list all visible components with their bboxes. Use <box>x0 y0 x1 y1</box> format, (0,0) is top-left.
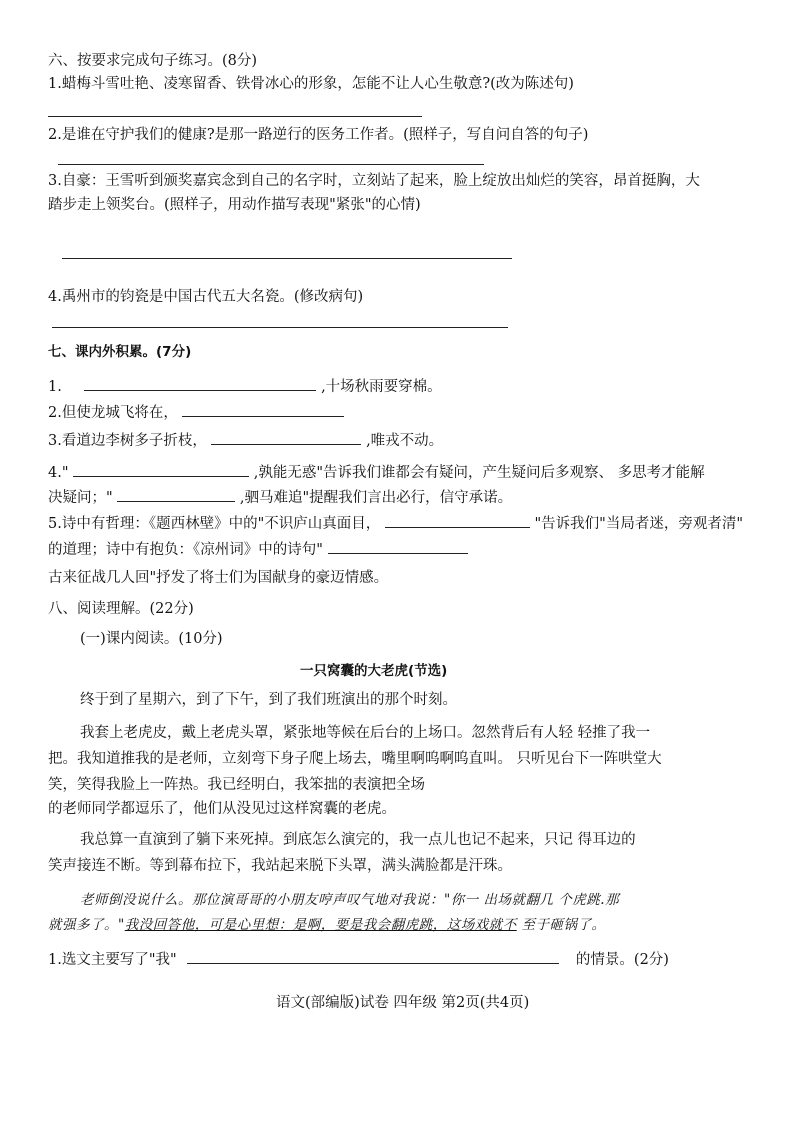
page-footer: 语文(部编版)试卷 四年级 第2页(共4页) <box>276 995 530 1011</box>
question-text: 3.看道边李树多子折枝， <box>48 433 207 449</box>
section-8-subheading: (一)课内阅读。(10分) <box>80 631 223 647</box>
question-text: 的情景。(2分) <box>575 952 669 968</box>
question-text: 2.但使龙城飞将在， <box>48 405 178 421</box>
passage-paragraph-3-line-2: 笑声接连不断。等到幕布拉下，我站起来脱下头罩，满头满脸都是汗珠。 <box>48 858 512 874</box>
passage-paragraph-1: 终于到了星期六，到了下午，到了我们班演出的那个时刻。 <box>80 692 457 708</box>
passage-paragraph-2-line-3: 笑，笑得我脸上一阵热。我已经明白，我笨拙的表演把全场 <box>48 777 425 793</box>
fill-blank-7-4b[interactable] <box>117 487 235 502</box>
fill-blank-7-3[interactable] <box>211 430 361 445</box>
reading-question-1 <box>48 949 669 969</box>
passage-paragraph-4-line-2 <box>48 916 606 934</box>
passage-paragraph-2-line-2: 把。我知道推我的是老师，立刻弯下身子爬上场去，嘴里啊呜啊呜直叫。 只听见台下一阵哄堂大 <box>48 751 662 767</box>
answer-line-6-4[interactable] <box>52 327 508 328</box>
section-6-question-3-line-2: 踏步走上领奖台。(照样子，用动作描写表现"紧张"的心情) <box>48 197 421 213</box>
passage-paragraph-4-line-1: 老师倒没说什么。那位演哥哥的小朋友哼声叹气地对我说："你一 出场就翻几 个虎跳.那 <box>80 892 620 908</box>
question-number: 1. <box>48 379 62 395</box>
section-7-heading: 七、课内外积累。(7分) <box>48 344 192 360</box>
passage-paragraph-3-line-1: 我总算一直演到了躺下来死掉。到底怎么演完的，我一点儿也记不起来，只记 得耳边的 <box>80 832 636 848</box>
question-text: 决疑问；" <box>48 490 113 506</box>
section-8-heading: 八、阅读理解。(22分) <box>48 601 194 617</box>
passage-paragraph-2-line-4: 的老师同学都逗乐了，他们从没见过这样窝囊的老虎。 <box>48 801 396 817</box>
passage-text: 就强多了。" <box>48 917 125 933</box>
section-7-question-2 <box>48 402 344 422</box>
question-text: 5.诗中有哲理：《题西林壁》中的"不识庐山真面目， <box>48 516 381 532</box>
fill-blank-7-5b[interactable] <box>328 539 468 554</box>
section-7-question-5-line-2 <box>48 539 468 559</box>
section-6-question-1: 1.蜡梅斗雪吐艳、凌寒留香、铁骨冰心的形象，怎能不让人心生敬意?(改为陈述句) <box>48 76 574 92</box>
question-text: 4." <box>48 465 69 481</box>
question-text: 1.选文主要写了"我" <box>48 952 177 968</box>
answer-line-6-1[interactable] <box>48 116 422 117</box>
question-text: ,驷马难追"提醒我们言出必行，信守承诺。 <box>239 490 513 506</box>
question-text: ,孰能无惑"告诉我们谁都会有疑问，产生疑问后多观察、 多思考才能解 <box>253 465 705 481</box>
section-6-question-4: 4.禹州市的钧瓷是中国古代五大名瓷。(修改病句) <box>48 289 364 305</box>
section-7-question-1 <box>48 376 442 396</box>
fill-blank-8-1[interactable] <box>187 949 559 964</box>
answer-line-6-3[interactable] <box>62 258 512 259</box>
section-7-question-4-line-2 <box>48 487 512 507</box>
question-text: "告诉我们"当局者迷，旁观者清" <box>534 516 743 532</box>
fill-blank-7-4a[interactable] <box>73 462 249 477</box>
fill-blank-7-1[interactable] <box>84 376 316 391</box>
passage-paragraph-2-line-1: 我套上老虎皮，戴上老虎头罩，紧张地等候在后台的上场口。忽然背后有人轻 轻推了我一 <box>80 725 651 741</box>
question-text: 的道理；诗中有抱负：《凉州词》中的诗句" <box>48 542 323 558</box>
section-6-question-3-line-1: 3.自豪：王雪听到颁奖嘉宾念到自己的名字时，立刻站了起来，脸上绽放出灿烂的笑容，昂首挺胸，大 <box>48 173 700 189</box>
section-7-question-3 <box>48 430 443 450</box>
fill-blank-7-5a[interactable] <box>385 513 530 528</box>
underlined-passage-text: 我没回答他，可是心里想：是啊，要是我会翻虎跳，这场戏就不 <box>124 917 517 933</box>
question-text: ,唯戎不动。 <box>366 433 444 449</box>
section-7-question-5-line-3: 古来征战几人回"抒发了将士们为国献身的豪迈情感。 <box>48 570 389 586</box>
section-6-heading: 六、按要求完成句子练习。(8分) <box>48 53 258 69</box>
question-text: ,十场秋雨要穿棉。 <box>321 379 442 395</box>
passage-text: 至于砸锅了。 <box>516 917 606 933</box>
section-7-question-4-line-1 <box>48 462 705 482</box>
section-7-question-5-line-1 <box>48 513 743 533</box>
section-6-question-2: 2.是谁在守护我们的健康?是那一路逆行的医务工作者。(照样子，写自问自答的句子) <box>48 127 589 143</box>
answer-line-6-2[interactable] <box>58 164 484 165</box>
fill-blank-7-2[interactable] <box>182 402 344 417</box>
passage-title: 一只窝囊的大老虎(节选) <box>300 663 448 679</box>
